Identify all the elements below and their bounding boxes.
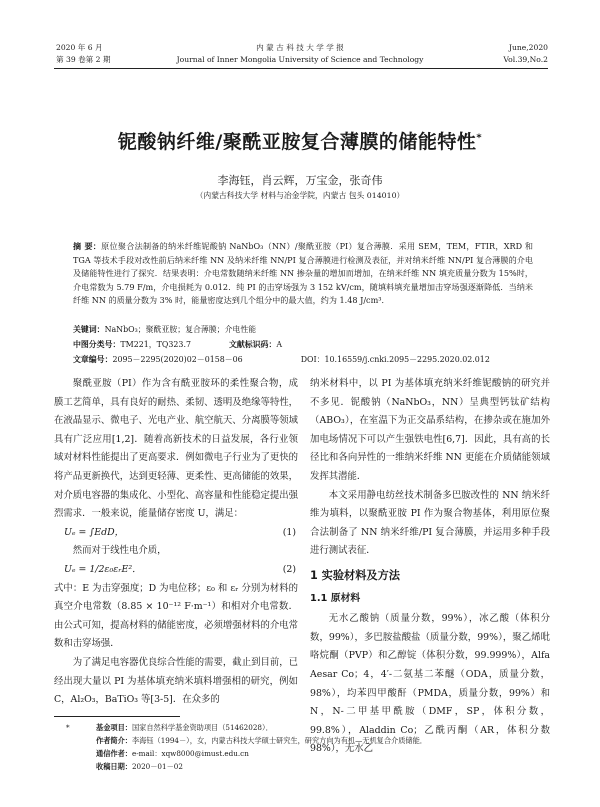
abstract — [73, 240, 533, 308]
section-heading-1: 1 实验材料及方法 — [310, 568, 400, 582]
footnote-fund-mark: * — [66, 723, 70, 732]
equation-1: Uₑ = ∫EdD， (1) — [64, 526, 296, 538]
intro-paragraph-6: 本文采用静电纺丝技术制备多巴胺改性的 NN 纳米纤维为填料，以聚酰亚胺 PI 作为聚合物基体，利用原位聚合法制备了 NN 纳米纤维/PI 复合薄膜，并运用多种手段进行测试表征． — [310, 489, 550, 557]
header-volume-en: Vol.39,No.2 — [503, 55, 548, 64]
intro-paragraph-3: 式中：E 为击穿强度；D 为电位移；ε₀ 和 εᵣ 分别为材料的真空介电常数（8.85 × 10⁻¹² F·m⁻¹）和相对介电常数．由公式可知，提高材料的储能密度，必须增强材料的介电常数和击穿场强． — [54, 582, 298, 650]
journal-name-en: Journal of Inner Mongolia University of Science and Technology — [176, 55, 424, 64]
intro-paragraph-5: 纳米材料中，以 PI 为基体填充纳米纤维铌酸钠的研究并不多见．铌酸钠（NaNbO₃，NN）呈典型钙钛矿结构（ABO₃），在室温下为正交晶系结构，在掺杂或在施加外加电场情况下可以产生强铁电性[6,7]．因此，具有高的长径比和各向异性的一维纳米纤维 NN 更能在介质储能领域发挥其潜能． — [310, 378, 550, 482]
footnote-rule — [54, 716, 180, 717]
intro-paragraph-4: 为了满足电容器优良综合性能的需要，截止到目前，已经出现大量以 PI 为基体填充纳米填料增强相的研究，例如 C，Al₂O₃，BaTiO₃ 等[3-5]．在众多的 — [54, 656, 298, 706]
author-affiliation: （内蒙古科技大学 材料与冶金学院，内蒙古 包头 014010） — [195, 191, 405, 200]
header-volume: 第 39 卷第 2 期 — [56, 55, 111, 64]
header-rule — [54, 68, 548, 69]
left-column — [54, 375, 298, 710]
paper-title: 铌酸钠纤维/聚酰亚胺复合薄膜的储能特性* — [117, 131, 483, 153]
footnote-contact: 通信作者：e-mail：xqw8000@imust.edu.cn — [96, 749, 249, 758]
doi: DOI：10.16559/j.cnki.2095－2295.2020.02.012 — [300, 355, 490, 364]
paper-authors: 李海钰，肖云辉，万宝金，张奇伟 — [217, 174, 383, 187]
abstract-text: 原位聚合法制备的纳米纤维铌酸钠 NaNbO₃（NN）/聚酰亚胺（PI）复合薄膜．采用 SEM，TEM，FTIR，XRD 和 TGA 等技术手段对改性前后纳米纤维 NN 及纳米纤维 NN/PI 复合薄膜进行检测及表征，并对纳米纤维 NN/PI 复合薄膜的介电及储能特性进行了探究．结果表明：介电常数随纳米纤维 NN 掺杂量的增加而增加，在纳米纤维 NN 填充质量分数为 15%时，介电常数为 5.79 F/m，介电损耗为 0.012．纯 PI 的击穿场强为 3 152 kV/cm，随填料填充量增加击穿场强逐渐降低．当纳米纤维 NN 的质量分数为 3% 时，能量密度达到几个组分中的最大值，约为 1.48 J/cm³． — [73, 241, 533, 306]
intro-paragraph-2: 然而对于线性电介质， — [72, 545, 167, 557]
materials-paragraph: 无水乙酸钠（质量分数，99%），冰乙酸（体积分数，99%），多巴胺盐酸盐（质量分数，99%），聚乙烯吡咯烷酮（PVP）和乙醇锭（体积分数，99.999%），Alfa Aesar Co；4，4′-二氨基二苯醚（ODA，质量分数，98%），均苯四甲酸酐（PMDA，质量分数，99%）和 N，N-二甲基甲酰胺（DMF，SP，体积分数，99.8%），Aladdin Co；乙酰丙酮（AR，体积分数 98%），无水乙 — [310, 613, 550, 755]
footnote-received: 收稿日期：2020－01－02 — [96, 762, 183, 771]
footnote-fund: 基金项目：国家自然科学基金资助项目（51462028）． — [96, 723, 273, 732]
journal-name-cn: 内 蒙 古 科 技 大 学 学 报 — [256, 43, 344, 52]
equation-2: Uₑ = 1/2ε₀εᵣE²． (2) — [64, 563, 296, 575]
footnote-author: 作者简介：李海钰（1994－），女，内蒙古科技大学硕士研究生，研究方向为有机—无机复合介质储能． — [96, 736, 427, 745]
header-date-en: June,2020 — [508, 43, 548, 52]
right-column — [310, 375, 550, 759]
keywords: 关键词：NaNbO₃；聚酰亚胺；复合薄膜；介电性能 — [73, 325, 257, 334]
abstract-label: 摘 要： — [73, 241, 102, 251]
header-date: 2020 年 6 月 — [56, 43, 103, 52]
subsection-heading-1-1: 1.1 原材料 — [310, 592, 361, 604]
intro-paragraph-1: 聚酰亚胺（PI）作为含有酰亚胺环的柔性聚合物，成膜工艺简单，具有良好的耐热、柔韧、透明及绝缘等特性，在液晶显示、微电子、光电产业、航空航天、分离膜等领域具有广泛应用[1,2]．随着高新技术的日益发展，各行业领域对材料性能提出了更高要求．例如微电子行业为了更快的将产品更新换代，达到更轻薄、更柔性、更高储能的效果，对介质电容器的集成化、小型化、高容量和性能稳定提出强烈需求．一般来说，能量储存密度 U，满足： — [54, 378, 298, 520]
classification-line: 中图分类号：TM221，TQ323.7 文献标识码：A — [73, 340, 283, 349]
article-number-line: 文章编号：2095－2295(2020)02－0158－06 DOI：10.16559/j.cnki.2095－2295.2020.02.012 — [73, 355, 490, 364]
